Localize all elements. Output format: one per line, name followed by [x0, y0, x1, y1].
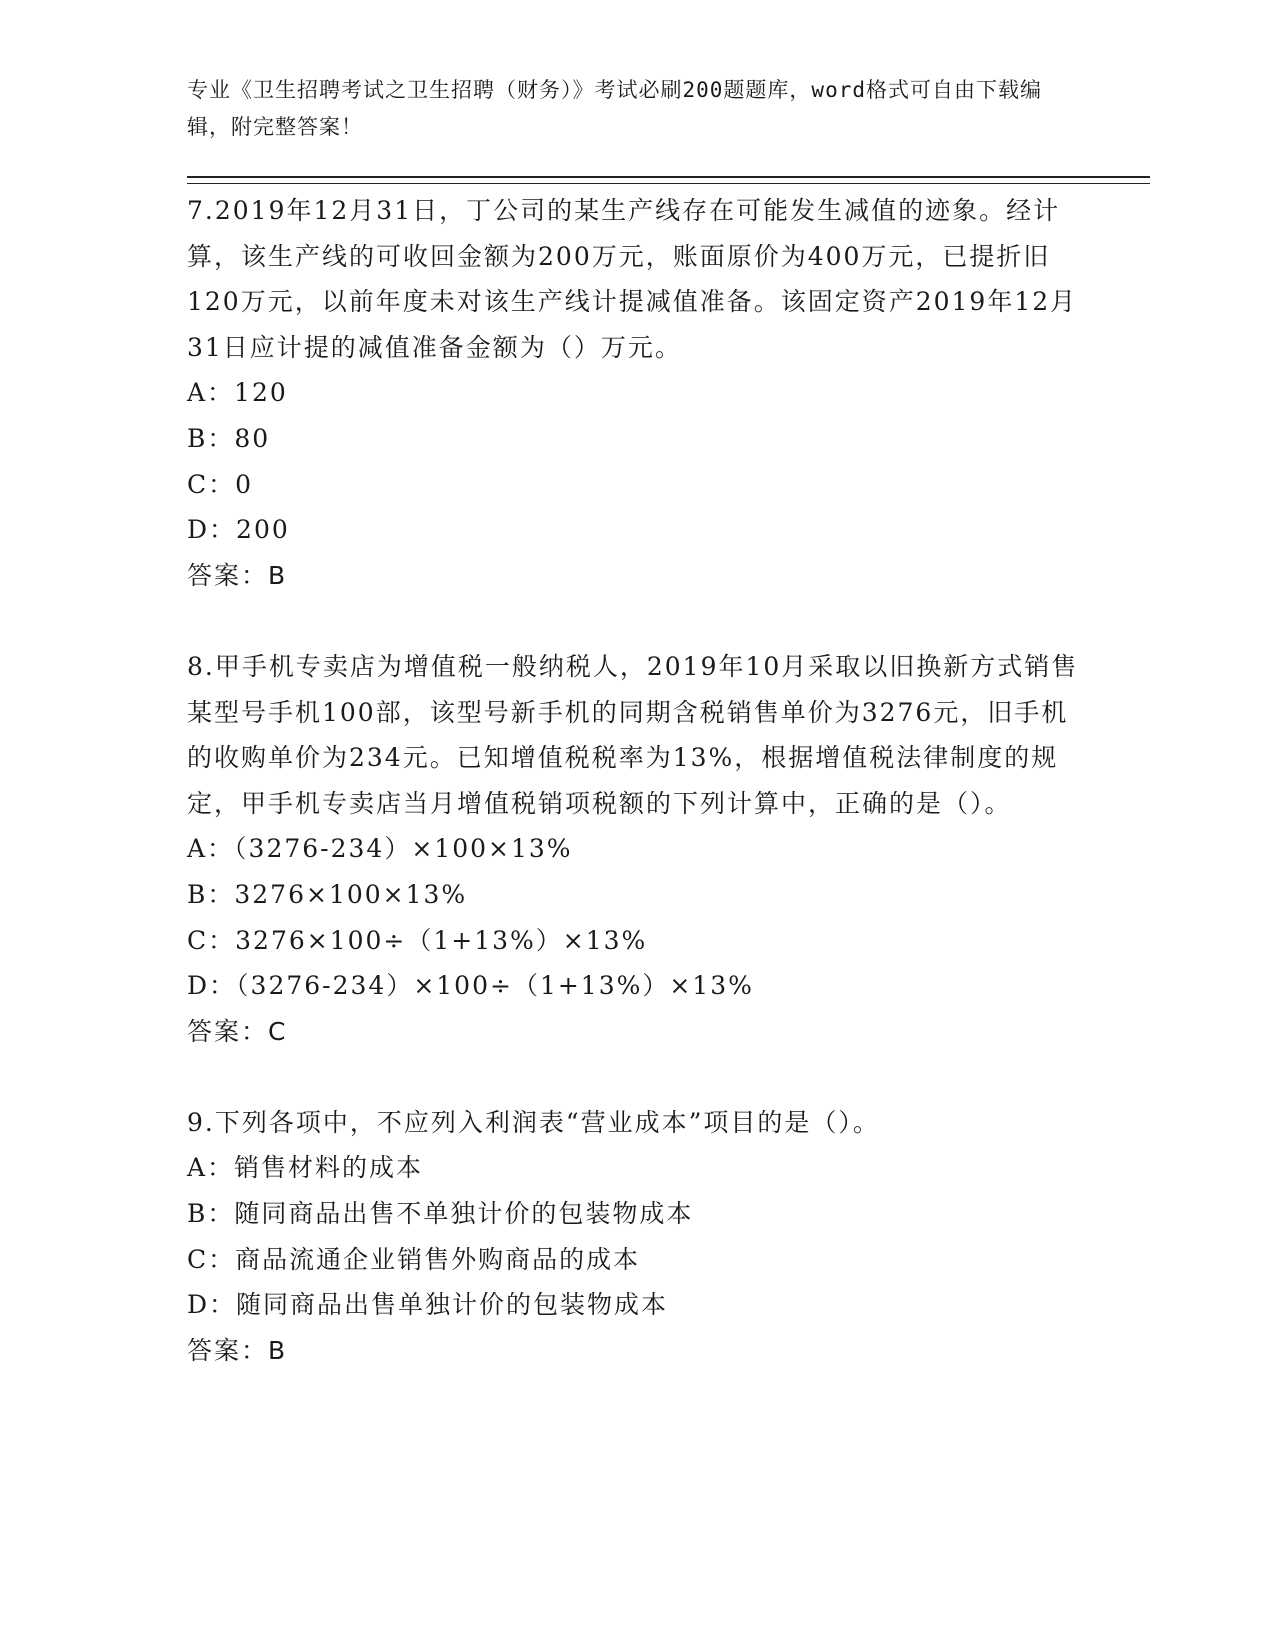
option-b: B：3276×100×13%	[187, 879, 468, 909]
header-divider	[187, 176, 1150, 178]
option-d: D：随同商品出售单独计价的包装物成本	[187, 1290, 669, 1320]
option-c: C：3276×100÷（1+13%）×13%	[187, 925, 648, 955]
question-stem: 7.2019年12月31日，丁公司的某生产线存在可能发生减值的迹象。经计算，该生产线的可收回金额为200万元，账面原价为400万元，已提折旧120万元，以前年度未对该生产线计提减值准备。该固定资产2019年12月31日应计提的减值准备金额为（）万元。	[187, 196, 1078, 362]
question-stem: 9.下列各项中，不应列入利润表“营业成本”项目的是（）。	[187, 1107, 880, 1137]
option-d: D：200	[187, 515, 290, 545]
option-d: D：（3276-234）×100÷（1+13%）×13%	[187, 971, 754, 1001]
question-7	[187, 188, 1087, 598]
header-divider-thin	[187, 183, 1150, 184]
page-header: 专业《卫生招聘考试之卫生招聘（财务）》考试必刷200题题库，word格式可自由下载编辑，附完整答案！	[187, 78, 1042, 139]
question-spacer	[187, 598, 1087, 644]
option-b: B：80	[187, 423, 271, 453]
question-9	[187, 1100, 1087, 1374]
option-a: A：（3276-234）×100×13%	[187, 834, 573, 864]
question-stem: 8.甲手机专卖店为增值税一般纳税人，2019年10月采取以旧换新方式销售某型号手机100部，该型号新手机的同期含税销售单价为3276元，旧手机的收购单价为234元。已知增值税税率为13%，根据增值税法律制度的规定，甲手机专卖店当月增值税销项税额的下列计算中，正确的是（）。	[187, 651, 1079, 818]
option-c: C：0	[187, 469, 254, 499]
question-spacer	[187, 1054, 1087, 1100]
option-b: B：随同商品出售不单独计价的包装物成本	[187, 1199, 694, 1229]
option-a: A：销售材料的成本	[187, 1153, 424, 1183]
option-a: A：120	[187, 378, 288, 408]
answer-label: 答案：B	[187, 1335, 288, 1365]
answer-label: 答案：B	[187, 560, 288, 590]
answer-label: 答案：C	[187, 1016, 288, 1046]
question-list	[187, 188, 1087, 1373]
question-8	[187, 644, 1087, 1054]
option-c: C：商品流通企业销售外购商品的成本	[187, 1244, 641, 1274]
